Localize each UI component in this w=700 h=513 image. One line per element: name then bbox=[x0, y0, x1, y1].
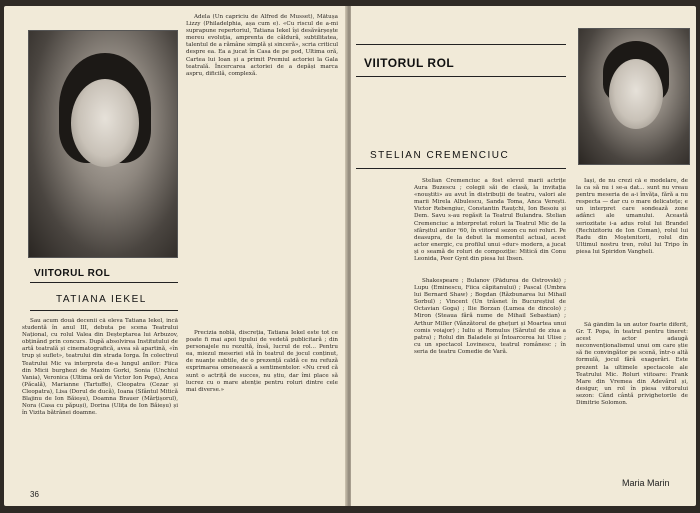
divider-right-mid bbox=[356, 76, 566, 77]
paragraph: Shakespeare ; Bulanov (Pădurea de Ostrovski) ; Lupu (Eminescu, Fiica căpitanului) ; Pascal (Umbra lui Bernard Shaw) ; Bogdan (Răzbunarea lui Mihail Sorbul) ; Vincent (Un trăsnet în Bucureștiul de Octavian Goga) ; Ilie Borzan (Lumea de dincolo) ; Miron (Steaua fără nume de Mihail Sebastian) ; Arthur Miller (Vânzătorul de ghețuri și Moartea unui comis voiajor) ; Iuliu și Romulus (Sărutul de ziua a patra) ; Rolul din Baladele și Întoarcerea lui Ulise ; cu un spectacol Lovinescu, teatrul românesc ; în seria de teatru Comedie de Vară. bbox=[414, 278, 566, 355]
paragraph: Stelian Cremenciuc a fost elevul marii actrițe Aura Buzescu ; colegii săi de clasă, la invitația «nouștiti» au avut în distribuții de teatru, valori ale marii Mirela Albulescu, Sanda Toma, Anca Verești. Victor Rebengiuc, Constantin Rauțchi, Ion Besoiu și Dem. Savu s-au regăsit la Teatrul Bulandra. Stelian Cremenciuc a interpretat roluri la Teatrul Mic de la sfârșitul anilor '60, în viitorul sezon cu noi roluri. Pe deasupra, de la debut la momentul actual, acest actor energic, cu profilul unui «dur» modern, a jucat și o seamă de roluri de compoziție: Mitică din Conu Leonida, Peer Gynt din piesa lui Ibsen. bbox=[414, 178, 566, 263]
portrait-face bbox=[609, 59, 663, 129]
paragraph: Să gândim la un autor foarte diferit, Gr. T. Popa, în teatrul pentru tineret: acest actor adaugă neconvenționalismul unui om care știe să fie convingător pe scenă, într-o altă formulă, jocul fără exagerări. Este prezent la ultimele spectacole ale Teatrului Mic. Roluri viitoare: Frank Mare din Vremea din Adevărul și, desigur, un rol în piesa viitorului sezon: Când cântă privighetorile de Dimitrie Solomon. bbox=[576, 322, 688, 407]
article-text-right-col3 bbox=[576, 178, 688, 318]
divider-left-top bbox=[30, 282, 178, 283]
article-text-right-col2 bbox=[414, 278, 566, 500]
section-label-left: VIITORUL ROL bbox=[34, 268, 111, 279]
portrait-photo-stelian-cremenciuc bbox=[578, 28, 690, 165]
portrait-face bbox=[71, 79, 139, 167]
author-signature: Maria Marin bbox=[622, 478, 670, 488]
article-text-left-col3 bbox=[186, 330, 338, 500]
paragraph: Sau acum două decenii că eleva Tatiana Iekel, încă studentă în anul III, debuta pe scena Teatrului Național, cu rolul Valea din Deșteptarea lui Arbuzov, obținând prin concurs. După absolvirea Institutului de artă teatrală și cinematografică, avea să apartină, «în trup și suflet», teatrului din strada Iorga. În colectivul Teatrului Mic va interpreta de-a lungul anilor: Fiica din Micii burghezi de Maxim Gorki, Sonia (Unchiul Vania), Veronica (Ultima oră de Victor Ion Popa), Anca (Păcală), Marianne (Tartuffe), Cleopatra (Cezar și Cleopatra), Lisa (Dorul de ducă), Ioana (Sfântul Mitică Blajinu de Ion Băieșu), Doamna Brauer (Mărțișorul), Nora (Casa cu păpuși), Dorina (Ulița de Ion Băieșu) și în Vizita bătrânei doamne. bbox=[22, 318, 178, 417]
page-number-left: 36 bbox=[30, 490, 39, 499]
section-label-right: VIITORUL ROL bbox=[364, 56, 455, 70]
portrait-photo-tatiana-iekel bbox=[28, 30, 178, 258]
divider-right-bottom bbox=[356, 168, 566, 169]
article-text-right-col4 bbox=[576, 322, 688, 442]
divider-right-top bbox=[356, 44, 566, 45]
paragraph: Adela (Un capriciu de Alfred de Musset), Mătușa Lizzy (Philadelphia, așa cum e). «Cu riscul de a-mi suprapune repertoriul, Tatiana Iekel își desăvârșește mereu evoluția, amprenta de căldură, subtilitatea, talentul de a rămâne simplă și sinceră», scria criticul despre ea. Ea a jucat în Casa de pe pod, Ultima oră, Cartea lui Ioan și a primit Premiul actoriei la Gala teatrală. Încercarea actoriei de a depăși marca aspru, dificilă, complexă. bbox=[186, 14, 338, 77]
paragraph: Precizia noblă, discreția, Tatiana Iekel este tot ce poate fi mai apoi tipului de vedetă publicitară ; din personajele nu rezultă, însă, lucrul de rol... Pentru ea, miezul meseriei stă în teatrul de jocul conținut, de nuanțe subtile, de o prezență caldă ce nu refuză exprimarea omenească a sentimentelor. «Nu cred că sunt o actriță de succes, nu știu, dar îmi place să lucrez cu o mare atenție pentru roluri dintre cele mai diverse.» bbox=[186, 330, 338, 393]
article-text-left-col1 bbox=[22, 318, 178, 500]
divider-left-bottom bbox=[30, 310, 178, 311]
article-text-right-col1 bbox=[414, 178, 566, 274]
name-tatiana-iekel: TATIANA IEKEL bbox=[56, 294, 147, 305]
article-text-left-col2 bbox=[186, 14, 338, 326]
name-stelian-cremenciuc: STELIAN CREMENCIUC bbox=[370, 150, 510, 161]
paragraph: Iași, de nu crezi că e modelare, de la ca să nu i se-a dat... sunt nu vreau pentru meseria de a-i învăța, fără a nu respecta — dar cu o mare delicatețe; e un interpret care sondează zone adânci ale umanului. Această seriozitate i-a adus rolul lui Brandel (Rechizitoriu de Ion Coman), rolul lui Radu din Moștenitorii, rolul din Ultimul nostru tren, rolul lui Tripo în piesa lui Spiridon Vangheli. bbox=[576, 178, 688, 255]
